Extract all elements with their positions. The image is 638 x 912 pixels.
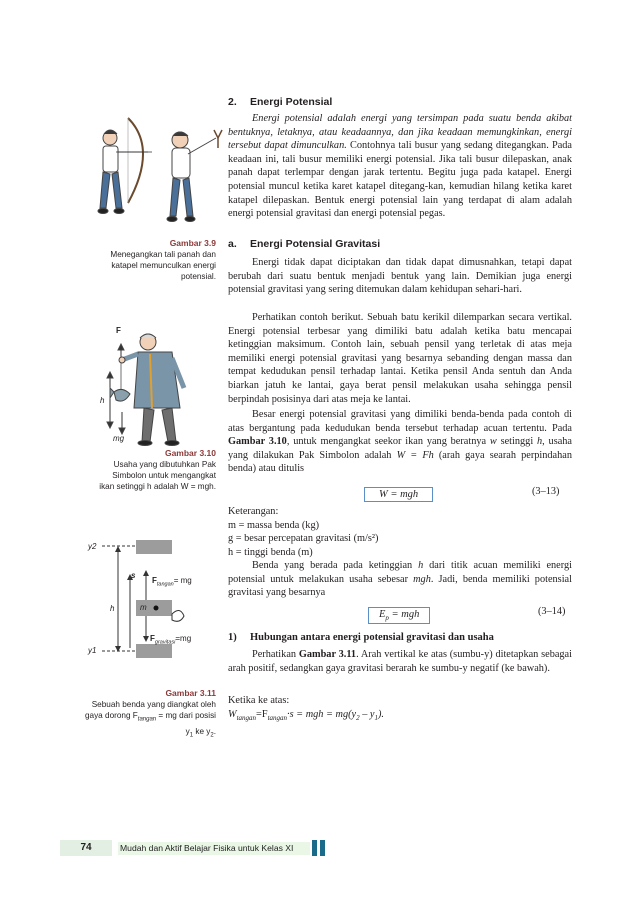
figure-3-11-diagram bbox=[88, 538, 228, 684]
p4-text: . Jadi, benda memiliki potensial gravitasi yang besarnya bbox=[228, 573, 572, 599]
f-tangan-eq: = mg bbox=[173, 576, 192, 585]
paragraph-a3 bbox=[228, 408, 572, 476]
equation-3-14 bbox=[368, 604, 430, 624]
p-text: Perhatikan bbox=[252, 649, 299, 660]
legend-item: h = tinggi benda (m) bbox=[228, 546, 313, 558]
figure-3-11-label: Gambar 3.11 bbox=[165, 688, 216, 698]
p-figure-ref: Gambar 3.11 bbox=[298, 649, 357, 660]
p3-figure-ref: Gambar 3.10 bbox=[228, 436, 287, 448]
eq2-sub: p bbox=[385, 614, 389, 623]
weight-label-mg: mg bbox=[113, 434, 125, 443]
section-definition-paragraph bbox=[228, 112, 572, 221]
caption-sub: 1 bbox=[189, 732, 194, 739]
height-label-h: h bbox=[100, 396, 105, 405]
caption-part: = mg dari posisi bbox=[156, 711, 216, 720]
accent-bar bbox=[320, 840, 325, 856]
caption-line bbox=[80, 710, 216, 726]
p4-text: Benda yang berada pada ketinggian bbox=[252, 560, 419, 571]
block-top bbox=[136, 540, 172, 554]
man-lifting-fish-drawing bbox=[88, 318, 228, 446]
eq-F-sub: tangan bbox=[267, 714, 288, 723]
eq-W-sub: tangan bbox=[236, 714, 257, 723]
p3-text: Besar energi potensial gravitasi yang dimiliki benda-benda pada contoh di atas bergantung pada kedudukan benda tersebut terhadap acuan tertentu. Pada bbox=[228, 409, 572, 434]
f-tangan-symbol: F bbox=[152, 576, 157, 585]
subsection-1-title: Hubungan antara energi potensial gravitasi dan usaha bbox=[250, 632, 494, 643]
footer-accent-bars bbox=[312, 840, 328, 856]
block-bottom bbox=[136, 644, 172, 658]
f-grav-eq: =mg bbox=[175, 634, 192, 643]
paragraph-1-2: Ketika ke atas: bbox=[228, 695, 290, 706]
p3-var: w bbox=[489, 436, 497, 448]
caption-line bbox=[80, 726, 216, 742]
eq-mid: =F bbox=[256, 709, 268, 720]
subsection-a-number: a. bbox=[228, 238, 237, 250]
caption-line: ikan setinggi h adalah W = mgh. bbox=[99, 482, 216, 491]
eq-rest: ·s = mgh = mg(y bbox=[287, 709, 357, 720]
caption-line: Menegangkan tali panah dan bbox=[110, 250, 216, 259]
caption-line: Usaha yang dibutuhkan Pak bbox=[113, 460, 216, 469]
p3-text: , untuk mengangkat seekor ikan yang beratnya bbox=[286, 436, 490, 448]
eq-y1-sub: 1 bbox=[374, 714, 378, 723]
p3-text: setinggi bbox=[496, 436, 538, 448]
figure-3-10-caption bbox=[80, 448, 216, 492]
subsection-a-heading bbox=[228, 238, 572, 250]
equation-3-13-number: (3–13) bbox=[532, 486, 560, 497]
eq-y2-sub: 2 bbox=[356, 714, 360, 723]
paragraph-a2: Perhatikan contoh berikut. Sebuah batu kerikil dilemparkan secara vertikal. Energi potensial terbesar yang dimiliki batu adalah ketika batu mencapai ketinggian maksimum. Contoh lain, sebuah pensil yang terletak di atas meja memiliki energi potensial gravitasi yang besarnya sebanding dengan massa dan tempat kedudukan pensil terhadap lantai. Ketika pensil Anda sentuh dan Anda biarkan jatuh ke lantai, gaya berat pensil melakukan usaha sehingga pensil berpindah posisinya dari atas meja ke lantai. bbox=[228, 312, 572, 405]
figure-3-9-caption bbox=[92, 238, 216, 282]
paragraph-a1: Energi tidak dapat diciptakan dan tidak dapat dimusnahkan, tetapi dapat berubah dari suatu bentuk menjadi bentuk yang lain. Demikian juga energi potensial gravitasi yang sering ditemukan dalam kehidupan sehari-hari. bbox=[228, 257, 572, 296]
caption-line: katapel memunculkan energi bbox=[111, 261, 216, 270]
y1-label: y1 bbox=[88, 646, 97, 655]
p3-var: h bbox=[537, 436, 543, 448]
f-grav-sub: gravitasi bbox=[154, 639, 176, 646]
lift-force-diagram bbox=[88, 538, 228, 684]
equation-3-14-number: (3–14) bbox=[538, 606, 566, 617]
eq2-rhs: = mgh bbox=[388, 609, 420, 620]
accent-bar bbox=[312, 840, 317, 856]
legend-block bbox=[228, 505, 572, 559]
definition-italic: Energi potensial adalah energi yang tersimpan pada suatu benda akibat bentuknya, letaknya, atau keadaannya, dan jika keadaan memungkinkan, energi tersebut dapat dimunculkan. bbox=[228, 113, 572, 152]
legend-item: g = besar percepatan gravitasi (m/s²) bbox=[228, 533, 379, 545]
p3-inline-eq: W = Fh bbox=[396, 449, 434, 461]
p3-text: (arah gaya searah perpindahan benda) atau ditulis bbox=[228, 449, 572, 475]
section-heading bbox=[228, 96, 572, 108]
legend-title: Keterangan: bbox=[228, 506, 279, 517]
f-tangan-sub: tangan bbox=[156, 581, 174, 588]
caption-line: potensial. bbox=[180, 272, 216, 281]
work-equation bbox=[228, 708, 572, 726]
section-number: 2. bbox=[228, 96, 237, 108]
eq-W: W bbox=[228, 709, 237, 720]
equation-box: W = mgh bbox=[364, 487, 433, 502]
eq-end: ). bbox=[378, 709, 385, 720]
section-title: Energi Potensial bbox=[250, 96, 333, 108]
caption-sub: tangan bbox=[137, 716, 157, 723]
legend-item: m = massa benda (kg) bbox=[228, 519, 320, 531]
paragraph-a4 bbox=[228, 559, 572, 600]
p-text: . Arah vertikal ke atas (sumbu-y) ditetapkan sebagai arah positif, sedangkan gaya gravitasi berarah ke sumbu-y negatif (ke bawah). bbox=[228, 649, 572, 674]
force-label-F: F bbox=[116, 326, 121, 335]
definition-rest: Contohnya tali busur yang sedang ditegangkan. Pada keadaan ini, tali busur memiliki energi potensial. Jika tali busur dilepaskan, anak panah dapat terlempar dengan jarak tertentu. Begitu juga pada katapel. Energi potensial muncul ketika karet katapel ditegang-kan, kemudian hilang ketika karet katapel dilepaskan. Bentuk energi potensial lain yang terdapat di alam adalah energi potensial gravitasi dan energi potensial pegas. bbox=[228, 140, 573, 220]
caption-line: Simbolon untuk mengangkat bbox=[112, 471, 216, 480]
f-tangan-label bbox=[152, 576, 192, 588]
p4-text: dari titik acuan memiliki energi potensial untuk melakukan usaha sebesar bbox=[228, 560, 573, 585]
equation-box bbox=[368, 607, 430, 624]
subsection-1-heading bbox=[228, 632, 572, 643]
caption-part: ke y bbox=[193, 726, 211, 736]
figure-3-11-caption bbox=[80, 688, 216, 741]
paragraph-1-1 bbox=[228, 648, 572, 675]
figure-3-9-label: Gambar 3.9 bbox=[169, 238, 216, 248]
f-gravitasi-label bbox=[150, 634, 191, 646]
figure-3-10-illustration bbox=[88, 318, 228, 446]
m-label: m bbox=[140, 603, 147, 612]
eq-minus: – y bbox=[359, 709, 375, 720]
caption-sub: 2 bbox=[210, 732, 214, 739]
y2-text: y2 bbox=[88, 542, 97, 551]
caption-part: . bbox=[213, 726, 216, 736]
figure-3-10-label: Gambar 3.10 bbox=[164, 448, 216, 458]
footer-book-title: Mudah dan Aktif Belajar Fisika untuk Kelas XI bbox=[120, 843, 294, 853]
p4-var: mgh bbox=[413, 573, 431, 585]
caption-part: gaya dorong F bbox=[84, 711, 138, 720]
archers-drawing bbox=[88, 108, 228, 234]
equation-3-13 bbox=[364, 484, 433, 502]
caption-part: y bbox=[185, 726, 190, 736]
s-label: s bbox=[131, 571, 136, 580]
f-grav-symbol: F bbox=[150, 634, 155, 643]
figure-3-9-illustration bbox=[88, 108, 228, 234]
eq2-lhs: E bbox=[379, 609, 386, 620]
p3-text: , usaha yang dilakukan Pak Simbolon adalah bbox=[228, 436, 572, 461]
p4-var: h bbox=[418, 560, 424, 571]
h-label: h bbox=[110, 604, 115, 613]
caption-line: Sebuah benda yang diangkat oleh bbox=[91, 700, 216, 709]
y2-label bbox=[88, 542, 96, 551]
subsection-a-title: Energi Potensial Gravitasi bbox=[250, 238, 381, 250]
subsection-1-number: 1) bbox=[228, 632, 237, 643]
page-number: 74 bbox=[60, 840, 112, 856]
